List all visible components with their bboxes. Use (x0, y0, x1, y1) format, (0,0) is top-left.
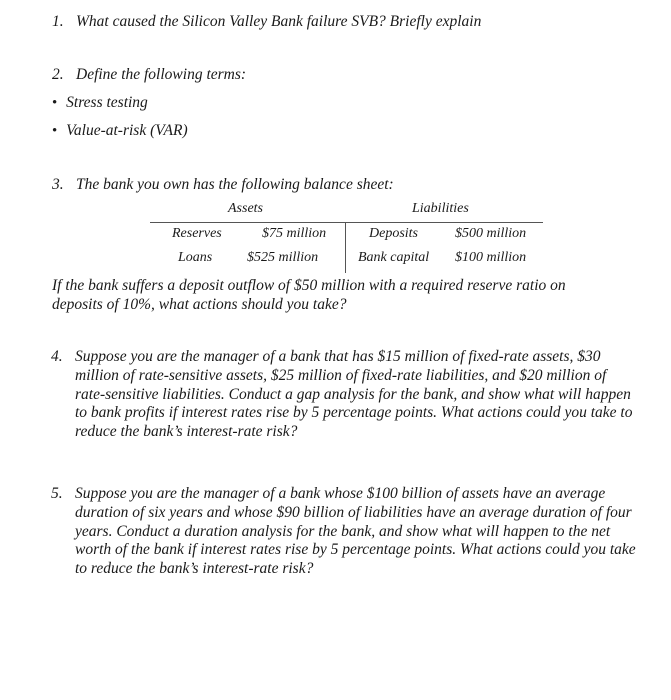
asset-value-loans: $525 million (247, 250, 319, 265)
bullet-text: Stress testing (66, 94, 148, 111)
table-top-rule (150, 222, 543, 223)
asset-label-reserves: Reserves (172, 226, 222, 241)
question-4-text: Suppose you are the manager of a bank that has $15 million of fixed-rate assets, $30 million of rate-sensitive assets, $25 million of fixed-rate liabilities, and $20 million of rate-sensitive liabilities. Conduct a gap analysis for the bank, and show what will happen to bank profits if interest rates rise by 5 percentage points. What actions could you take to reduce the bank’s interest-rate risk? (75, 348, 633, 441)
question-5 (51, 485, 637, 579)
bullet-icon: • (52, 123, 58, 139)
liability-value-deposits: $500 million (455, 226, 527, 241)
bullet-item-var (52, 121, 188, 141)
question-3-number: 3. (52, 176, 64, 193)
assets-header: Assets (228, 201, 263, 216)
question-3-followup-line-2: deposits of 10%, what actions should you take? (52, 296, 347, 313)
question-4 (51, 348, 637, 442)
question-1-number: 1. (52, 13, 64, 30)
question-1-text: What caused the Silicon Valley Bank failure SVB? Briefly explain (76, 13, 482, 30)
liability-value-bank-capital: $100 million (455, 250, 527, 265)
question-2 (52, 65, 246, 84)
liability-label-bank-capital: Bank capital (358, 250, 430, 265)
liability-label-deposits: Deposits (369, 226, 418, 241)
question-3 (52, 175, 394, 194)
asset-label-loans: Loans (178, 250, 213, 265)
bullet-text: Value-at-risk (VAR) (66, 122, 188, 139)
bullet-item-stress-testing (52, 93, 148, 113)
question-1 (52, 12, 481, 31)
liabilities-header: Liabilities (412, 201, 469, 216)
asset-value-reserves: $75 million (262, 226, 327, 241)
table-center-rule (345, 222, 346, 273)
bullet-icon: • (52, 95, 58, 111)
question-2-number: 2. (52, 66, 64, 83)
question-3-text: The bank you own has the following balance sheet: (76, 176, 394, 193)
question-3-followup-line-1: If the bank suffers a deposit outflow of $50 million with a required reserve ratio on (52, 277, 566, 294)
question-2-text: Define the following terms: (76, 66, 247, 83)
question-5-number: 5. (51, 485, 63, 502)
question-5-text: Suppose you are the manager of a bank whose $100 billion of assets have an average duration of six years and whose $90 billion of liabilities have an average duration of four years. Conduct a duration analysis for the bank, and show what will happen to the net worth of the bank if interest rates rise by 5 percentage points. What actions could you take to reduce the bank’s interest-rate risk? (75, 485, 636, 578)
question-4-number: 4. (51, 348, 63, 365)
